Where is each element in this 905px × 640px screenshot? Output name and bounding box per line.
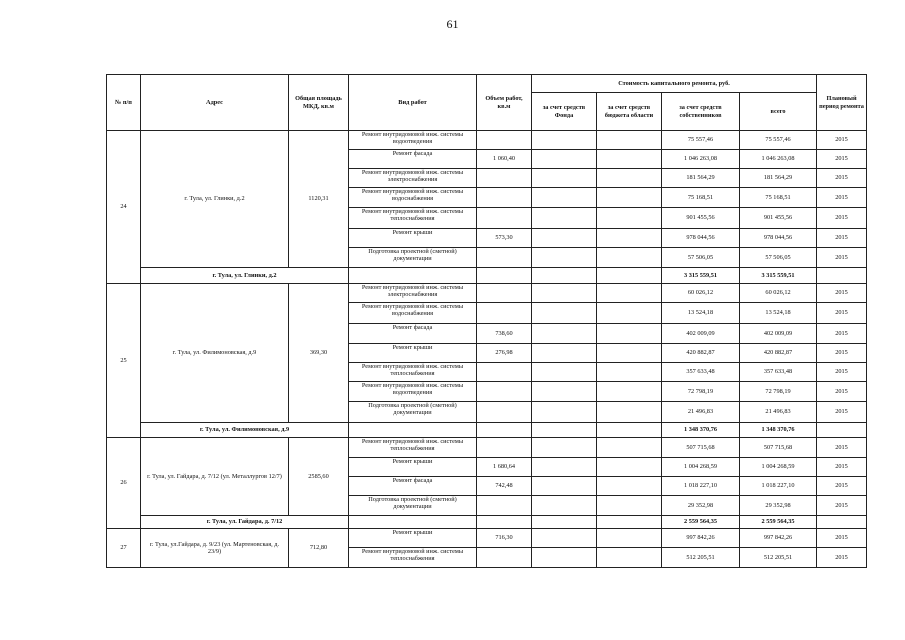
row-number: 26 <box>107 438 141 529</box>
fund-amount <box>532 303 597 324</box>
planned-period: 2015 <box>817 208 867 229</box>
planned-period: 2015 <box>817 324 867 344</box>
total-amount: 1 046 263,08 <box>740 150 817 169</box>
region-amount <box>597 188 662 208</box>
work-volume <box>477 248 532 268</box>
subtotal-volume <box>477 268 532 284</box>
subtotal-fund <box>532 423 597 438</box>
total-amount: 420 882,87 <box>740 344 817 363</box>
total-amount: 60 026,12 <box>740 284 817 303</box>
header-period: Плановый период ремонта <box>817 75 867 131</box>
owners-amount: 13 524,18 <box>662 303 740 324</box>
subtotal-period <box>817 268 867 284</box>
header-area: Общая площадь МКД, кв.м <box>289 75 349 131</box>
fund-amount <box>532 248 597 268</box>
work-volume: 573,30 <box>477 229 532 248</box>
house-address: г. Тула, ул. Гайдара, д. 7/12 (ул. Металлургов 12/7) <box>141 438 289 516</box>
region-amount <box>597 382 662 402</box>
fund-amount <box>532 458 597 477</box>
work-volume <box>477 382 532 402</box>
table-row <box>107 529 867 548</box>
work-volume <box>477 303 532 324</box>
total-amount: 29 352,98 <box>740 496 817 516</box>
work-volume <box>477 402 532 423</box>
planned-period: 2015 <box>817 477 867 496</box>
work-type: Ремонт внутридомовой инж. системы электроснабжения <box>349 284 477 303</box>
work-type: Ремонт внутридомовой инж. системы водоотведения <box>349 382 477 402</box>
house-area: 712,80 <box>289 529 349 568</box>
work-type: Подготовка проектной (сметной) документации <box>349 248 477 268</box>
fund-amount <box>532 438 597 458</box>
subtotal-volume <box>477 423 532 438</box>
owners-amount: 60 026,12 <box>662 284 740 303</box>
region-amount <box>597 284 662 303</box>
fund-amount <box>532 382 597 402</box>
work-type: Ремонт внутридомовой инж. системы электроснабжения <box>349 169 477 188</box>
planned-period: 2015 <box>817 150 867 169</box>
work-volume: 276,98 <box>477 344 532 363</box>
work-type: Ремонт крыши <box>349 229 477 248</box>
total-amount: 75 168,51 <box>740 188 817 208</box>
total-amount: 901 455,56 <box>740 208 817 229</box>
work-volume: 1 680,64 <box>477 458 532 477</box>
region-amount <box>597 438 662 458</box>
work-volume <box>477 548 532 568</box>
repair-cost-table <box>106 74 867 568</box>
fund-amount <box>532 529 597 548</box>
work-volume <box>477 496 532 516</box>
planned-period: 2015 <box>817 438 867 458</box>
region-amount <box>597 402 662 423</box>
work-type: Ремонт внутридомовой инж. системы теплоснабжения <box>349 208 477 229</box>
house-address: г. Тула, ул.Гайдара, д. 9/23 (ул. Мартеновская, д. 23/9) <box>141 529 289 568</box>
owners-amount: 357 633,48 <box>662 363 740 382</box>
region-amount <box>597 229 662 248</box>
row-number: 25 <box>107 284 141 438</box>
owners-amount: 1 046 263,08 <box>662 150 740 169</box>
total-amount: 181 564,29 <box>740 169 817 188</box>
subtotal-region <box>597 423 662 438</box>
region-amount <box>597 248 662 268</box>
work-type: Ремонт внутридомовой инж. системы водоснабжения <box>349 303 477 324</box>
region-amount <box>597 496 662 516</box>
subtotal-volume <box>477 516 532 529</box>
region-amount <box>597 458 662 477</box>
fund-amount <box>532 363 597 382</box>
work-type: Ремонт крыши <box>349 529 477 548</box>
work-volume <box>477 169 532 188</box>
work-volume: 742,48 <box>477 477 532 496</box>
subtotal-total: 2 559 564,35 <box>740 516 817 529</box>
total-amount: 57 506,05 <box>740 248 817 268</box>
owners-amount: 75 557,46 <box>662 131 740 150</box>
total-amount: 978 044,56 <box>740 229 817 248</box>
subtotal-address: г. Тула, ул. Глинки, д.2 <box>141 268 349 284</box>
total-amount: 13 524,18 <box>740 303 817 324</box>
subtotal-row <box>107 516 867 529</box>
total-amount: 402 009,09 <box>740 324 817 344</box>
planned-period: 2015 <box>817 529 867 548</box>
planned-period: 2015 <box>817 169 867 188</box>
subtotal-region <box>597 516 662 529</box>
owners-amount: 507 715,68 <box>662 438 740 458</box>
house-area: 1120,31 <box>289 131 349 268</box>
house-area: 2585,60 <box>289 438 349 516</box>
work-volume: 1 060,40 <box>477 150 532 169</box>
region-amount <box>597 324 662 344</box>
work-volume <box>477 284 532 303</box>
total-amount: 1 018 227,10 <box>740 477 817 496</box>
region-amount <box>597 477 662 496</box>
header-num: № п/п <box>107 75 141 131</box>
work-type: Ремонт внутридомовой инж. системы водоотведения <box>349 131 477 150</box>
fund-amount <box>532 208 597 229</box>
region-amount <box>597 344 662 363</box>
fund-amount <box>532 150 597 169</box>
planned-period: 2015 <box>817 363 867 382</box>
owners-amount: 75 168,51 <box>662 188 740 208</box>
subtotal-total: 1 348 370,76 <box>740 423 817 438</box>
fund-amount <box>532 324 597 344</box>
owners-amount: 978 044,56 <box>662 229 740 248</box>
work-type: Ремонт внутридомовой инж. системы теплоснабжения <box>349 548 477 568</box>
work-type: Ремонт внутридомовой инж. системы водоснабжения <box>349 188 477 208</box>
total-amount: 21 496,83 <box>740 402 817 423</box>
work-volume: 716,30 <box>477 529 532 548</box>
work-type: Подготовка проектной (сметной) документации <box>349 402 477 423</box>
work-volume <box>477 208 532 229</box>
fund-amount <box>532 188 597 208</box>
owners-amount: 1 004 268,59 <box>662 458 740 477</box>
owners-amount: 420 882,87 <box>662 344 740 363</box>
work-type: Ремонт крыши <box>349 344 477 363</box>
planned-period: 2015 <box>817 303 867 324</box>
region-amount <box>597 303 662 324</box>
owners-amount: 181 564,29 <box>662 169 740 188</box>
work-type: Подготовка проектной (сметной) документации <box>349 496 477 516</box>
work-volume <box>477 363 532 382</box>
planned-period: 2015 <box>817 248 867 268</box>
planned-period: 2015 <box>817 458 867 477</box>
owners-amount: 1 018 227,10 <box>662 477 740 496</box>
subtotal-total: 3 315 559,51 <box>740 268 817 284</box>
table-body <box>107 131 867 568</box>
subtotal-region <box>597 268 662 284</box>
fund-amount <box>532 284 597 303</box>
subtotal-owners: 3 315 559,51 <box>662 268 740 284</box>
house-address: г. Тула, ул. Филимоновская, д.9 <box>141 284 289 423</box>
house-address: г. Тула, ул. Глинки, д.2 <box>141 131 289 268</box>
planned-period: 2015 <box>817 188 867 208</box>
work-volume <box>477 131 532 150</box>
subtotal-work <box>349 268 477 284</box>
total-amount: 997 842,26 <box>740 529 817 548</box>
fund-amount <box>532 496 597 516</box>
owners-amount: 72 798,19 <box>662 382 740 402</box>
fund-amount <box>532 344 597 363</box>
total-amount: 75 557,46 <box>740 131 817 150</box>
work-type: Ремонт фасада <box>349 324 477 344</box>
region-amount <box>597 131 662 150</box>
header-region: за счет средств бюджета области <box>597 93 662 131</box>
header-volume: Объем работ, кв.м <box>477 75 532 131</box>
region-amount <box>597 548 662 568</box>
work-type: Ремонт крыши <box>349 458 477 477</box>
work-type: Ремонт внутридомовой инж. системы теплоснабжения <box>349 363 477 382</box>
fund-amount <box>532 402 597 423</box>
header-work-type: Вид работ <box>349 75 477 131</box>
planned-period: 2015 <box>817 284 867 303</box>
region-amount <box>597 363 662 382</box>
fund-amount <box>532 477 597 496</box>
total-amount: 357 633,48 <box>740 363 817 382</box>
subtotal-work <box>349 423 477 438</box>
owners-amount: 29 352,98 <box>662 496 740 516</box>
subtotal-row <box>107 423 867 438</box>
subtotal-address: г. Тула, ул. Филимоновская, д.9 <box>141 423 349 438</box>
page-number: 61 <box>446 17 459 31</box>
planned-period: 2015 <box>817 548 867 568</box>
subtotal-period <box>817 423 867 438</box>
planned-period: 2015 <box>817 229 867 248</box>
row-number: 27 <box>107 529 141 568</box>
subtotal-owners: 1 348 370,76 <box>662 423 740 438</box>
planned-period: 2015 <box>817 131 867 150</box>
owners-amount: 901 455,56 <box>662 208 740 229</box>
row-number: 24 <box>107 131 141 284</box>
table-row <box>107 284 867 303</box>
work-volume <box>477 438 532 458</box>
owners-amount: 512 205,51 <box>662 548 740 568</box>
fund-amount <box>532 229 597 248</box>
subtotal-owners: 2 559 564,35 <box>662 516 740 529</box>
header-cost-group: Стоимость капитального ремонта, руб. <box>532 75 817 93</box>
house-area: 369,30 <box>289 284 349 423</box>
subtotal-address: г. Тула, ул. Гайдара, д. 7/12 <box>141 516 349 529</box>
header-fund: за счет средств Фонда <box>532 93 597 131</box>
planned-period: 2015 <box>817 344 867 363</box>
fund-amount <box>532 548 597 568</box>
subtotal-work <box>349 516 477 529</box>
total-amount: 72 798,19 <box>740 382 817 402</box>
header-total: всего <box>740 93 817 131</box>
total-amount: 507 715,68 <box>740 438 817 458</box>
region-amount <box>597 169 662 188</box>
work-type: Ремонт внутридомовой инж. системы теплоснабжения <box>349 438 477 458</box>
work-type: Ремонт фасада <box>349 150 477 169</box>
subtotal-period <box>817 516 867 529</box>
region-amount <box>597 150 662 169</box>
region-amount <box>597 529 662 548</box>
header-address: Адрес <box>141 75 289 131</box>
header-owners: за счет средств собственников <box>662 93 740 131</box>
region-amount <box>597 208 662 229</box>
subtotal-fund <box>532 516 597 529</box>
subtotal-fund <box>532 268 597 284</box>
planned-period: 2015 <box>817 496 867 516</box>
planned-period: 2015 <box>817 402 867 423</box>
owners-amount: 57 506,05 <box>662 248 740 268</box>
fund-amount <box>532 131 597 150</box>
owners-amount: 21 496,83 <box>662 402 740 423</box>
owners-amount: 402 009,09 <box>662 324 740 344</box>
table-row <box>107 131 867 150</box>
total-amount: 1 004 268,59 <box>740 458 817 477</box>
table-row <box>107 438 867 458</box>
total-amount: 512 205,51 <box>740 548 817 568</box>
work-type: Ремонт фасада <box>349 477 477 496</box>
planned-period: 2015 <box>817 382 867 402</box>
subtotal-row <box>107 268 867 284</box>
owners-amount: 997 842,26 <box>662 529 740 548</box>
fund-amount <box>532 169 597 188</box>
work-volume: 738,60 <box>477 324 532 344</box>
work-volume <box>477 188 532 208</box>
